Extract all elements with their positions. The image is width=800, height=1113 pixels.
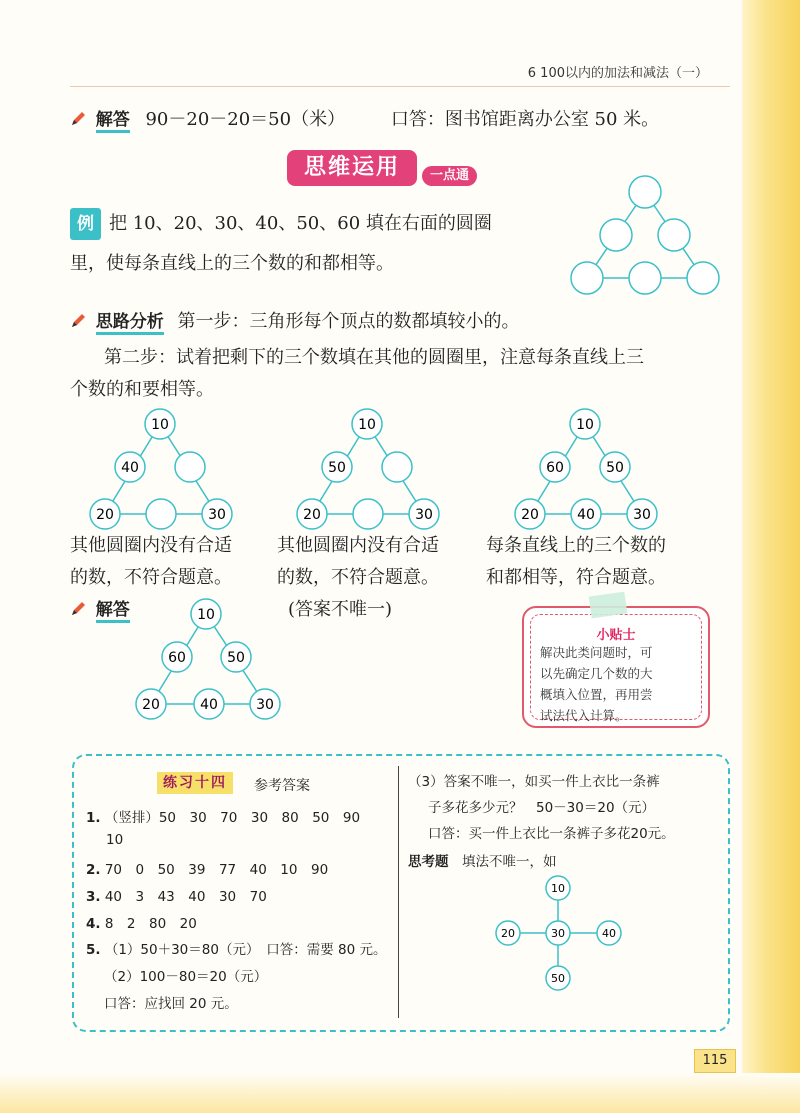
empty-triangle-diagram xyxy=(565,170,725,300)
ans-bl: 20 xyxy=(142,697,160,713)
circle-bottom-mid xyxy=(629,262,661,294)
answer-triangle xyxy=(126,598,296,724)
answer1-label: 解答 xyxy=(96,110,130,133)
t3-bm: 40 xyxy=(577,507,595,523)
caption-2-line1: 其他圆圈内没有合适 xyxy=(277,535,439,556)
t1-left-mid: 40 xyxy=(121,460,139,476)
r3-line1: （3）答案不唯一，如买一件上衣比一条裤 xyxy=(408,774,660,790)
t1-bl: 20 xyxy=(96,507,114,523)
circle-top xyxy=(629,176,661,208)
t1-br: 30 xyxy=(208,507,226,523)
ans-left-mid: 60 xyxy=(168,650,186,666)
t3-left-mid: 60 xyxy=(546,460,564,476)
ans-right-mid: 50 xyxy=(227,650,245,666)
ans-br: 30 xyxy=(256,697,274,713)
q5-answer-c: 口答：应找回 20 元。 xyxy=(104,996,238,1012)
r3-line3: 口答：买一件上衣比一条裤子多花20元。 xyxy=(428,826,675,842)
analysis-step1-line xyxy=(70,306,519,338)
circle-bottom-left xyxy=(571,262,603,294)
pencil-icon xyxy=(70,313,86,329)
practice-subtitle: 参考答案 xyxy=(254,778,310,794)
t2-br: 30 xyxy=(415,507,433,523)
section-banner: 思维运用 xyxy=(287,150,417,186)
r3-line2: 子多花多少元？ 50－30＝20（元） xyxy=(428,800,656,816)
q4-answer: 8 2 80 20 xyxy=(104,916,197,932)
t2-top: 10 xyxy=(358,417,376,433)
t1-top: 10 xyxy=(151,417,169,433)
caption-1-line1: 其他圆圈内没有合适 xyxy=(70,535,232,556)
page-number: 115 xyxy=(694,1049,736,1073)
t3-br: 30 xyxy=(633,507,651,523)
analysis-label: 思路分析 xyxy=(96,312,164,335)
caption-3-line2: 和都相等，符合题意。 xyxy=(486,567,666,588)
chapter-header: 6 100以内的加法和减法（一） xyxy=(527,66,708,81)
answer2-label: 解答 xyxy=(96,600,130,623)
example-text xyxy=(70,208,540,280)
page-edge xyxy=(742,0,800,1113)
column-divider xyxy=(398,766,399,1018)
q1-answer: （竖排）50 30 70 30 80 50 90 xyxy=(104,810,361,826)
page-bottom-edge xyxy=(0,1073,800,1113)
t3-top: 10 xyxy=(576,417,594,433)
example-tag: 例 xyxy=(70,208,101,240)
cross-left: 20 xyxy=(501,927,515,940)
trial-triangle-1 xyxy=(80,408,250,534)
ans-bm: 40 xyxy=(200,697,218,713)
cross-bottom: 50 xyxy=(551,972,565,985)
tip-title: 小贴士 xyxy=(596,628,636,643)
circle-bottom-right xyxy=(687,262,719,294)
t3-bl: 20 xyxy=(521,507,539,523)
circle-left-mid xyxy=(600,219,632,251)
pencil-icon xyxy=(70,601,86,617)
q1-answer-cont: 10 xyxy=(106,832,124,848)
circle-right-mid xyxy=(658,219,690,251)
think-label: 思考题 xyxy=(408,854,449,870)
t2-left-mid: 50 xyxy=(328,460,346,476)
ans-top: 10 xyxy=(197,607,215,623)
t2-bl: 20 xyxy=(303,507,321,523)
example-line2: 里，使每条直线上的三个数的和都相等。 xyxy=(70,253,394,274)
t3-right-mid: 50 xyxy=(606,460,624,476)
q5-answer-a: （1）50＋30＝80（元） 口答：需要 80 元。 xyxy=(104,942,387,958)
cross-top: 10 xyxy=(551,882,565,895)
answer2-note: (答案不唯一) xyxy=(288,599,393,620)
caption-1-line2: 的数，不符合题意。 xyxy=(70,567,232,588)
answer1-line xyxy=(70,104,659,136)
caption-3-line1: 每条直线上的三个数的 xyxy=(486,535,666,556)
tip-body: 解决此类问题时，可 以先确定几个数的大 概填入位置，再用尝 试法代入计算。 xyxy=(540,645,653,723)
header-rule xyxy=(70,86,730,87)
analysis-step1: 第一步：三角形每个顶点的数都填较小的。 xyxy=(177,311,520,332)
cross-center: 30 xyxy=(551,927,565,940)
think-text: 填法不唯一，如 xyxy=(462,854,557,870)
answer1-equation: 90－20－20＝50（米） xyxy=(145,109,346,130)
answer1-reply: 口答：图书馆距离办公室 50 米。 xyxy=(390,109,660,130)
example-line1: 把 10、20、30、40、50、60 填在右面的圆圈 xyxy=(109,213,492,234)
q2-answer: 70 0 50 39 77 40 10 90 xyxy=(104,862,329,878)
pencil-icon xyxy=(70,111,86,127)
trial-triangle-2 xyxy=(287,408,457,534)
analysis-step2-line2: 个数的和要相等。 xyxy=(70,379,214,400)
trial-triangle-3 xyxy=(505,408,675,534)
analysis-step2-line1: 第二步：试着把剩下的三个数填在其他的圆圈里，注意每条直线上三 xyxy=(104,347,644,368)
caption-2-line2: 的数，不符合题意。 xyxy=(277,567,439,588)
q1-num: 1. xyxy=(86,810,101,826)
q3-answer: 40 3 43 40 30 70 xyxy=(104,889,267,905)
cross-right: 40 xyxy=(602,927,616,940)
cross-diagram xyxy=(490,872,630,996)
q4-num: 4. xyxy=(86,916,101,932)
q5-answer-b: （2）100－80＝20（元） xyxy=(104,969,268,985)
q3-num: 3. xyxy=(86,889,101,905)
q2-num: 2. xyxy=(86,862,101,878)
answer2-line xyxy=(70,594,130,626)
practice-title: 练习十四 xyxy=(157,772,233,794)
banner-tag: 一点通 xyxy=(422,166,477,186)
q5-num: 5. xyxy=(86,942,101,958)
